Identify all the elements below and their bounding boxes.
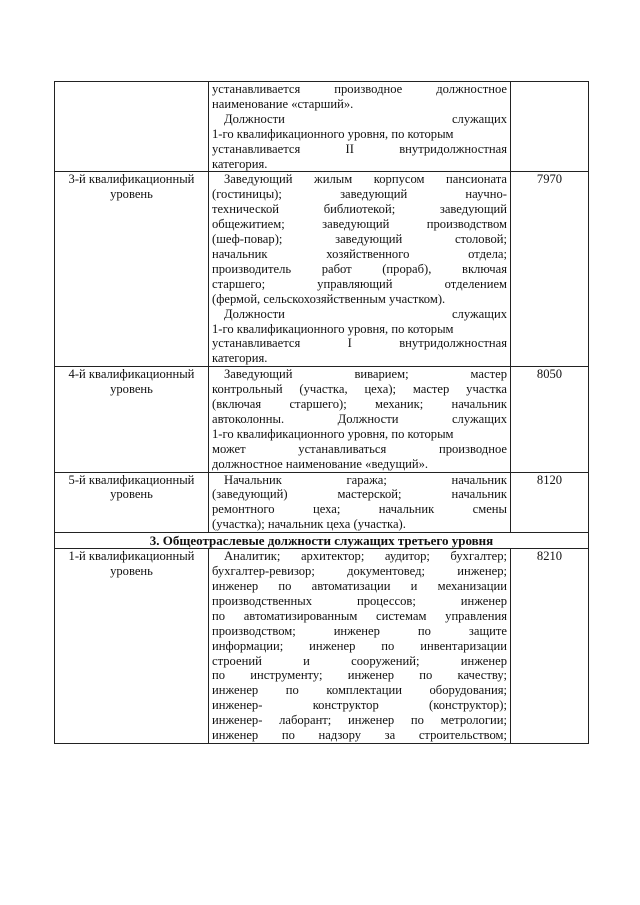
text-line: бухгалтер-ревизор; документовед; инженер; <box>212 564 507 579</box>
level-label: 3-й квалификационный <box>68 172 195 187</box>
salary-value: 7970 <box>536 172 563 187</box>
text-line: инженер по автоматизации и механизации <box>212 579 507 593</box>
text-line: по инструменту; инженер по качеству; <box>212 668 507 683</box>
text-line: 1-го квалификационного уровня, по которым <box>212 126 454 141</box>
positions-cell <box>209 549 511 744</box>
text-line: (шеф-повар); заведующий столовой; <box>212 232 507 247</box>
staff-qualification-table <box>54 81 589 744</box>
section-header-row <box>55 533 589 549</box>
salary-cell <box>511 82 589 172</box>
text-line: инженер по комплектации оборудования; <box>212 683 507 698</box>
text-line: 1-го квалификационного уровня, по которым <box>212 426 454 441</box>
positions-cell <box>209 472 511 533</box>
salary-cell <box>511 172 589 367</box>
text-line: начальник хозяйственного отдела; <box>212 246 507 261</box>
text-line: наименование «старший». <box>212 96 354 111</box>
text-line: информации; инженер по инвентаризации <box>212 638 507 653</box>
text-line: (заведующий) мастерской; начальник <box>212 487 507 502</box>
table-row <box>55 472 589 533</box>
text-line: общежитием; заведующий производством <box>212 217 507 232</box>
text-line: инженер- лаборант; инженер по метрологии; <box>212 713 507 728</box>
level-cell <box>55 472 209 533</box>
level-label: уровень <box>110 564 153 579</box>
text-line: строений и сооружений; инженер <box>212 653 507 668</box>
salary-value: 8120 <box>536 472 563 487</box>
text-line: (включая старшего); механик; начальник <box>212 397 507 412</box>
text-line: устанавливается производное должностное <box>212 82 507 96</box>
text-line: производитель работ (прораб), включая <box>212 261 507 276</box>
text-line: ремонтного цеха; начальник смены <box>212 502 507 517</box>
text-line: автоколонны. Должности служащих <box>212 411 507 426</box>
salary-cell <box>511 472 589 533</box>
positions-cell <box>209 367 511 472</box>
text-line: старшего; управляющий отделением <box>212 276 507 291</box>
level-label: 1-й квалификационный <box>68 549 195 564</box>
text-line: категория. <box>212 351 268 366</box>
salary-cell <box>511 367 589 472</box>
text-line: устанавливается II внутридолжностная <box>212 141 507 156</box>
text-line: Должности служащих <box>224 306 507 321</box>
text-line: Аналитик; архитектор; аудитор; бухгалтер; <box>224 549 507 564</box>
text-line: должностное наименование «ведущий». <box>212 456 429 471</box>
table-row <box>55 549 589 744</box>
text-line: по автоматизированным системам управления <box>212 608 507 623</box>
text-line: устанавливается I внутридолжностная <box>212 336 507 351</box>
text-line: технической библиотекой; заведующий <box>212 202 507 217</box>
text-line: (фермой, сельскохозяйственным участком). <box>212 291 446 306</box>
salary-cell <box>511 549 589 744</box>
level-cell <box>55 82 209 172</box>
level-label: 5-й квалификационный <box>68 472 195 487</box>
text-line: Должности служащих <box>224 111 507 126</box>
level-label: 4-й квалификационный <box>68 367 195 382</box>
level-cell <box>55 172 209 367</box>
salary-value: 8210 <box>536 549 563 564</box>
salary-value: 8050 <box>536 367 563 382</box>
text-line: может устанавливаться производное <box>212 441 507 456</box>
text-line: Начальник гаража; начальник <box>224 472 507 487</box>
text-line: Заведующий виварием; мастер <box>224 367 507 382</box>
text-line: инженер- конструктор (конструктор); <box>212 698 507 713</box>
text-line: (гостиницы); заведующий научно- <box>212 187 507 202</box>
table-row <box>55 82 589 172</box>
table-row <box>55 367 589 472</box>
level-label: уровень <box>110 487 153 502</box>
level-cell <box>55 367 209 472</box>
text-line: 1-го квалификационного уровня, по которым <box>212 321 454 336</box>
text-line: производством; инженер по защите <box>212 623 507 638</box>
level-cell <box>55 549 209 744</box>
level-label: уровень <box>110 187 153 202</box>
positions-cell <box>209 172 511 367</box>
table-row <box>55 172 589 367</box>
text-line: производственных процессов; инженер <box>212 593 507 608</box>
level-label: уровень <box>110 382 153 397</box>
text-line: Заведующий жилым корпусом пансионата <box>224 172 507 187</box>
positions-cell <box>209 82 511 172</box>
section-title: 3. Общеотраслевые должности служащих третьего уровня <box>55 533 589 549</box>
text-line: (участка); начальник цеха (участка). <box>212 517 406 532</box>
text-line: инженер по надзору за строительством; <box>212 728 507 743</box>
text-line: категория. <box>212 156 268 171</box>
text-line: контрольный (участка, цеха); мастер участка <box>212 382 507 397</box>
